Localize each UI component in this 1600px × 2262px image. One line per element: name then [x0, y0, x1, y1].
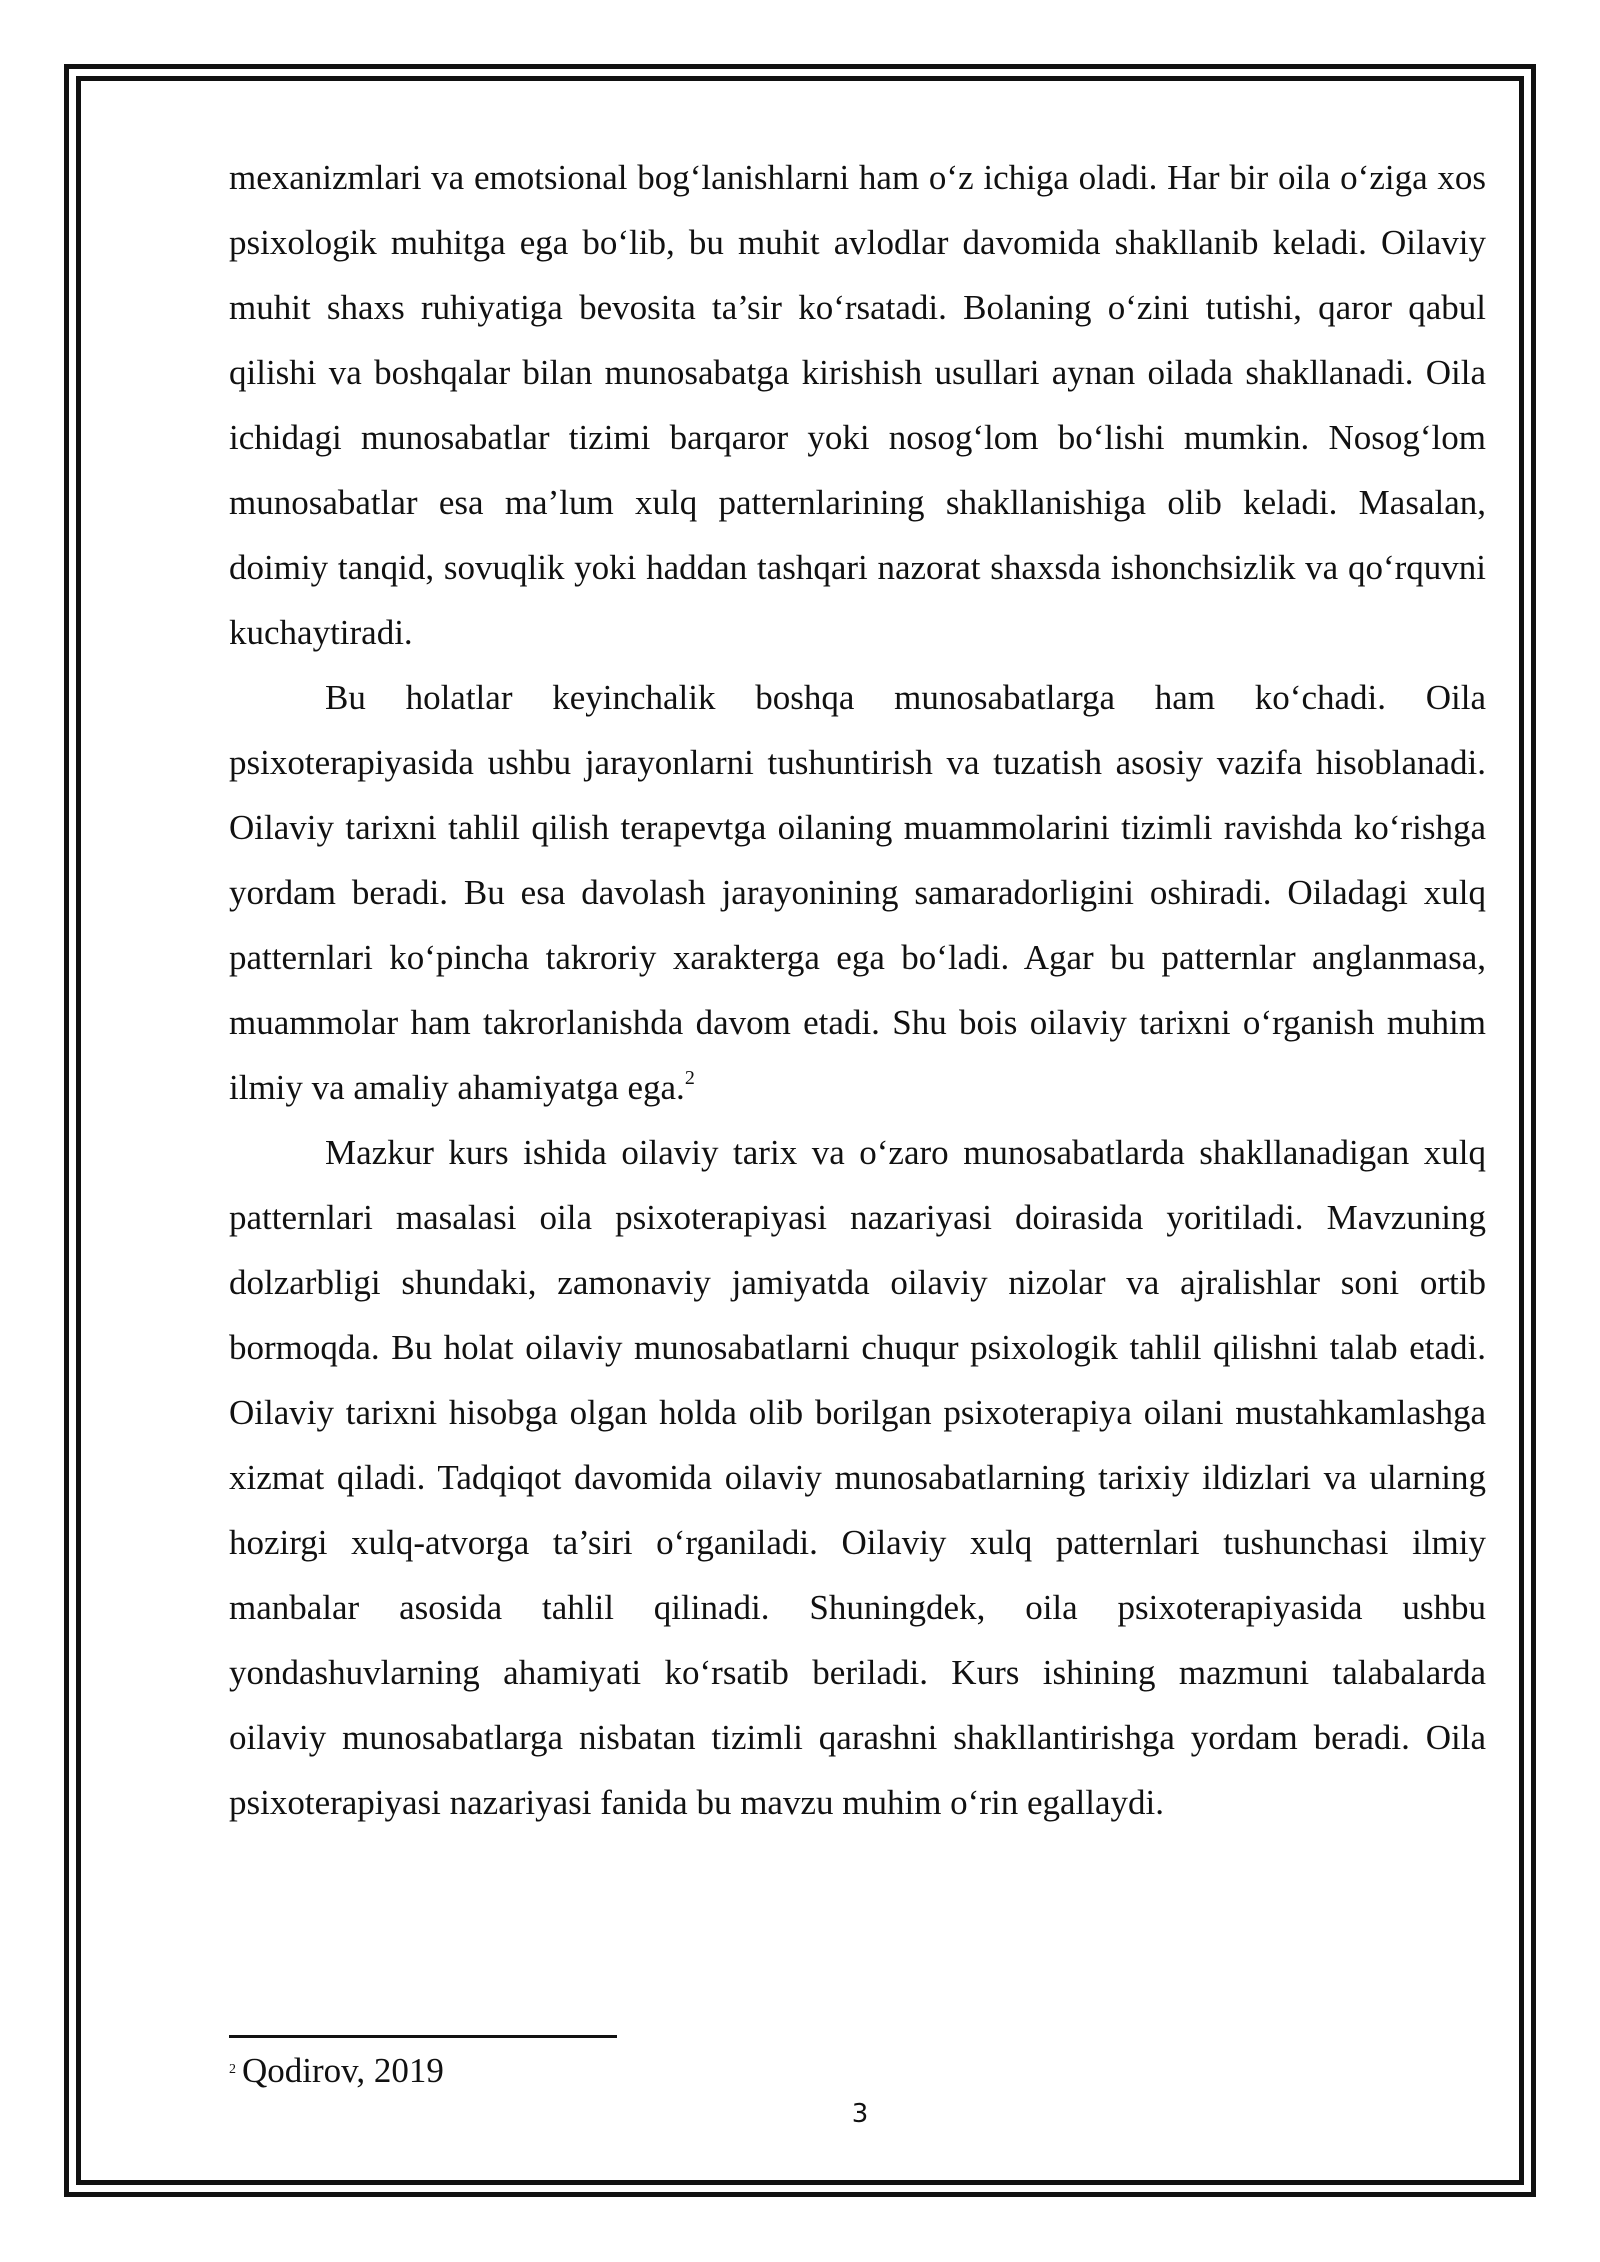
paragraph-1: mexanizmlari va emotsional bog‘lanishlarni ham o‘z ichiga oladi. Har bir oila o‘ziga xos psixologik muhitga ega bo‘lib, bu muhit avlodlar davomida shakllanib keladi. Oilaviy muhit shaxs ruhiyatiga bevosita ta’sir ko‘rsatadi. Bolaning o‘zini tutishi, qaror qabul qilishi va boshqalar bilan munosabatga kirishish usullari aynan oilada shakllanadi. Oila ichidagi munosabatlar tizimi barqaror yoki nosog‘lom bo‘lishi mumkin. Nosog‘lom munosabatlar esa ma’lum xulq patternlarining shakllanishiga olib keladi. Masalan, doimiy tanqid, sovuqlik yoki haddan tashqari nazorat shaxsda ishonchsizlik va qo‘rquvni kuchaytiradi.	[229, 158, 1486, 652]
footnote-marker: 2	[229, 2062, 236, 2077]
footnote-separator	[229, 2035, 617, 2038]
paragraph-2-text: Bu holatlar keyinchalik boshqa munosabatlarga ham ko‘chadi. Oila psixoterapiyasida ushbu jarayonlarni tushuntirish va tuzatish asosiy vazifa hisoblanadi. Oilaviy tarixni tahlil qilish terapevtga oilaning muammolarini tizimli ravishda ko‘rishga yordam beradi. Bu esa davolash jarayonining samaradorligini oshiradi. Oiladagi xulq patternlari ko‘pincha takroriy xarakterga ega bo‘ladi. Agar bu patternlar anglanmasa, muammolar ham takrorlanishda davom etadi. Shu bois oilaviy tarixni o‘rganish muhim ilmiy va amaliy ahamiyatga ega.	[229, 678, 1486, 1107]
footnote-reference[interactable]: 2	[684, 1067, 695, 1090]
footnote	[229, 2048, 444, 2093]
footnote-text: Qodirov, 2019	[242, 2051, 444, 2090]
paragraph-2	[229, 665, 1486, 1120]
page-number: 3	[851, 2099, 869, 2129]
paragraph-3: Mazkur kurs ishida oilaviy tarix va o‘zaro munosabatlarda shakllanadigan xulq patternlari masalasi oila psixoterapiyasi nazariyasi doirasida yoritiladi. Mavzuning dolzarbligi shundaki, zamonaviy jamiyatda oilaviy nizolar va ajralishlar soni ortib bormoqda. Bu holat oilaviy munosabatlarni chuqur psixologik tahlil qilishni talab etadi. Oilaviy tarixni hisobga olgan holda olib borilgan psixoterapiya oilani mustahkamlashga xizmat qiladi. Tadqiqot davomida oilaviy munosabatlarning tarixiy ildizlari va ularning hozirgi xulq-atvorga ta’siri o‘rganiladi. Oilaviy xulq patternlari tushunchasi ilmiy manbalar asosida tahlil qilinadi. Shuningdek, oila psixoterapiyasida ushbu yondashuvlarning ahamiyati ko‘rsatib beriladi. Kurs ishining mazmuni talabalarda oilaviy munosabatlarga nisbatan tizimli qarashni shakllantirishga yordam beradi. Oila psixoterapiyasi nazariyasi fanida bu mavzu muhim o‘rin egallaydi.	[229, 1133, 1486, 1822]
body-text	[229, 145, 1486, 1835]
